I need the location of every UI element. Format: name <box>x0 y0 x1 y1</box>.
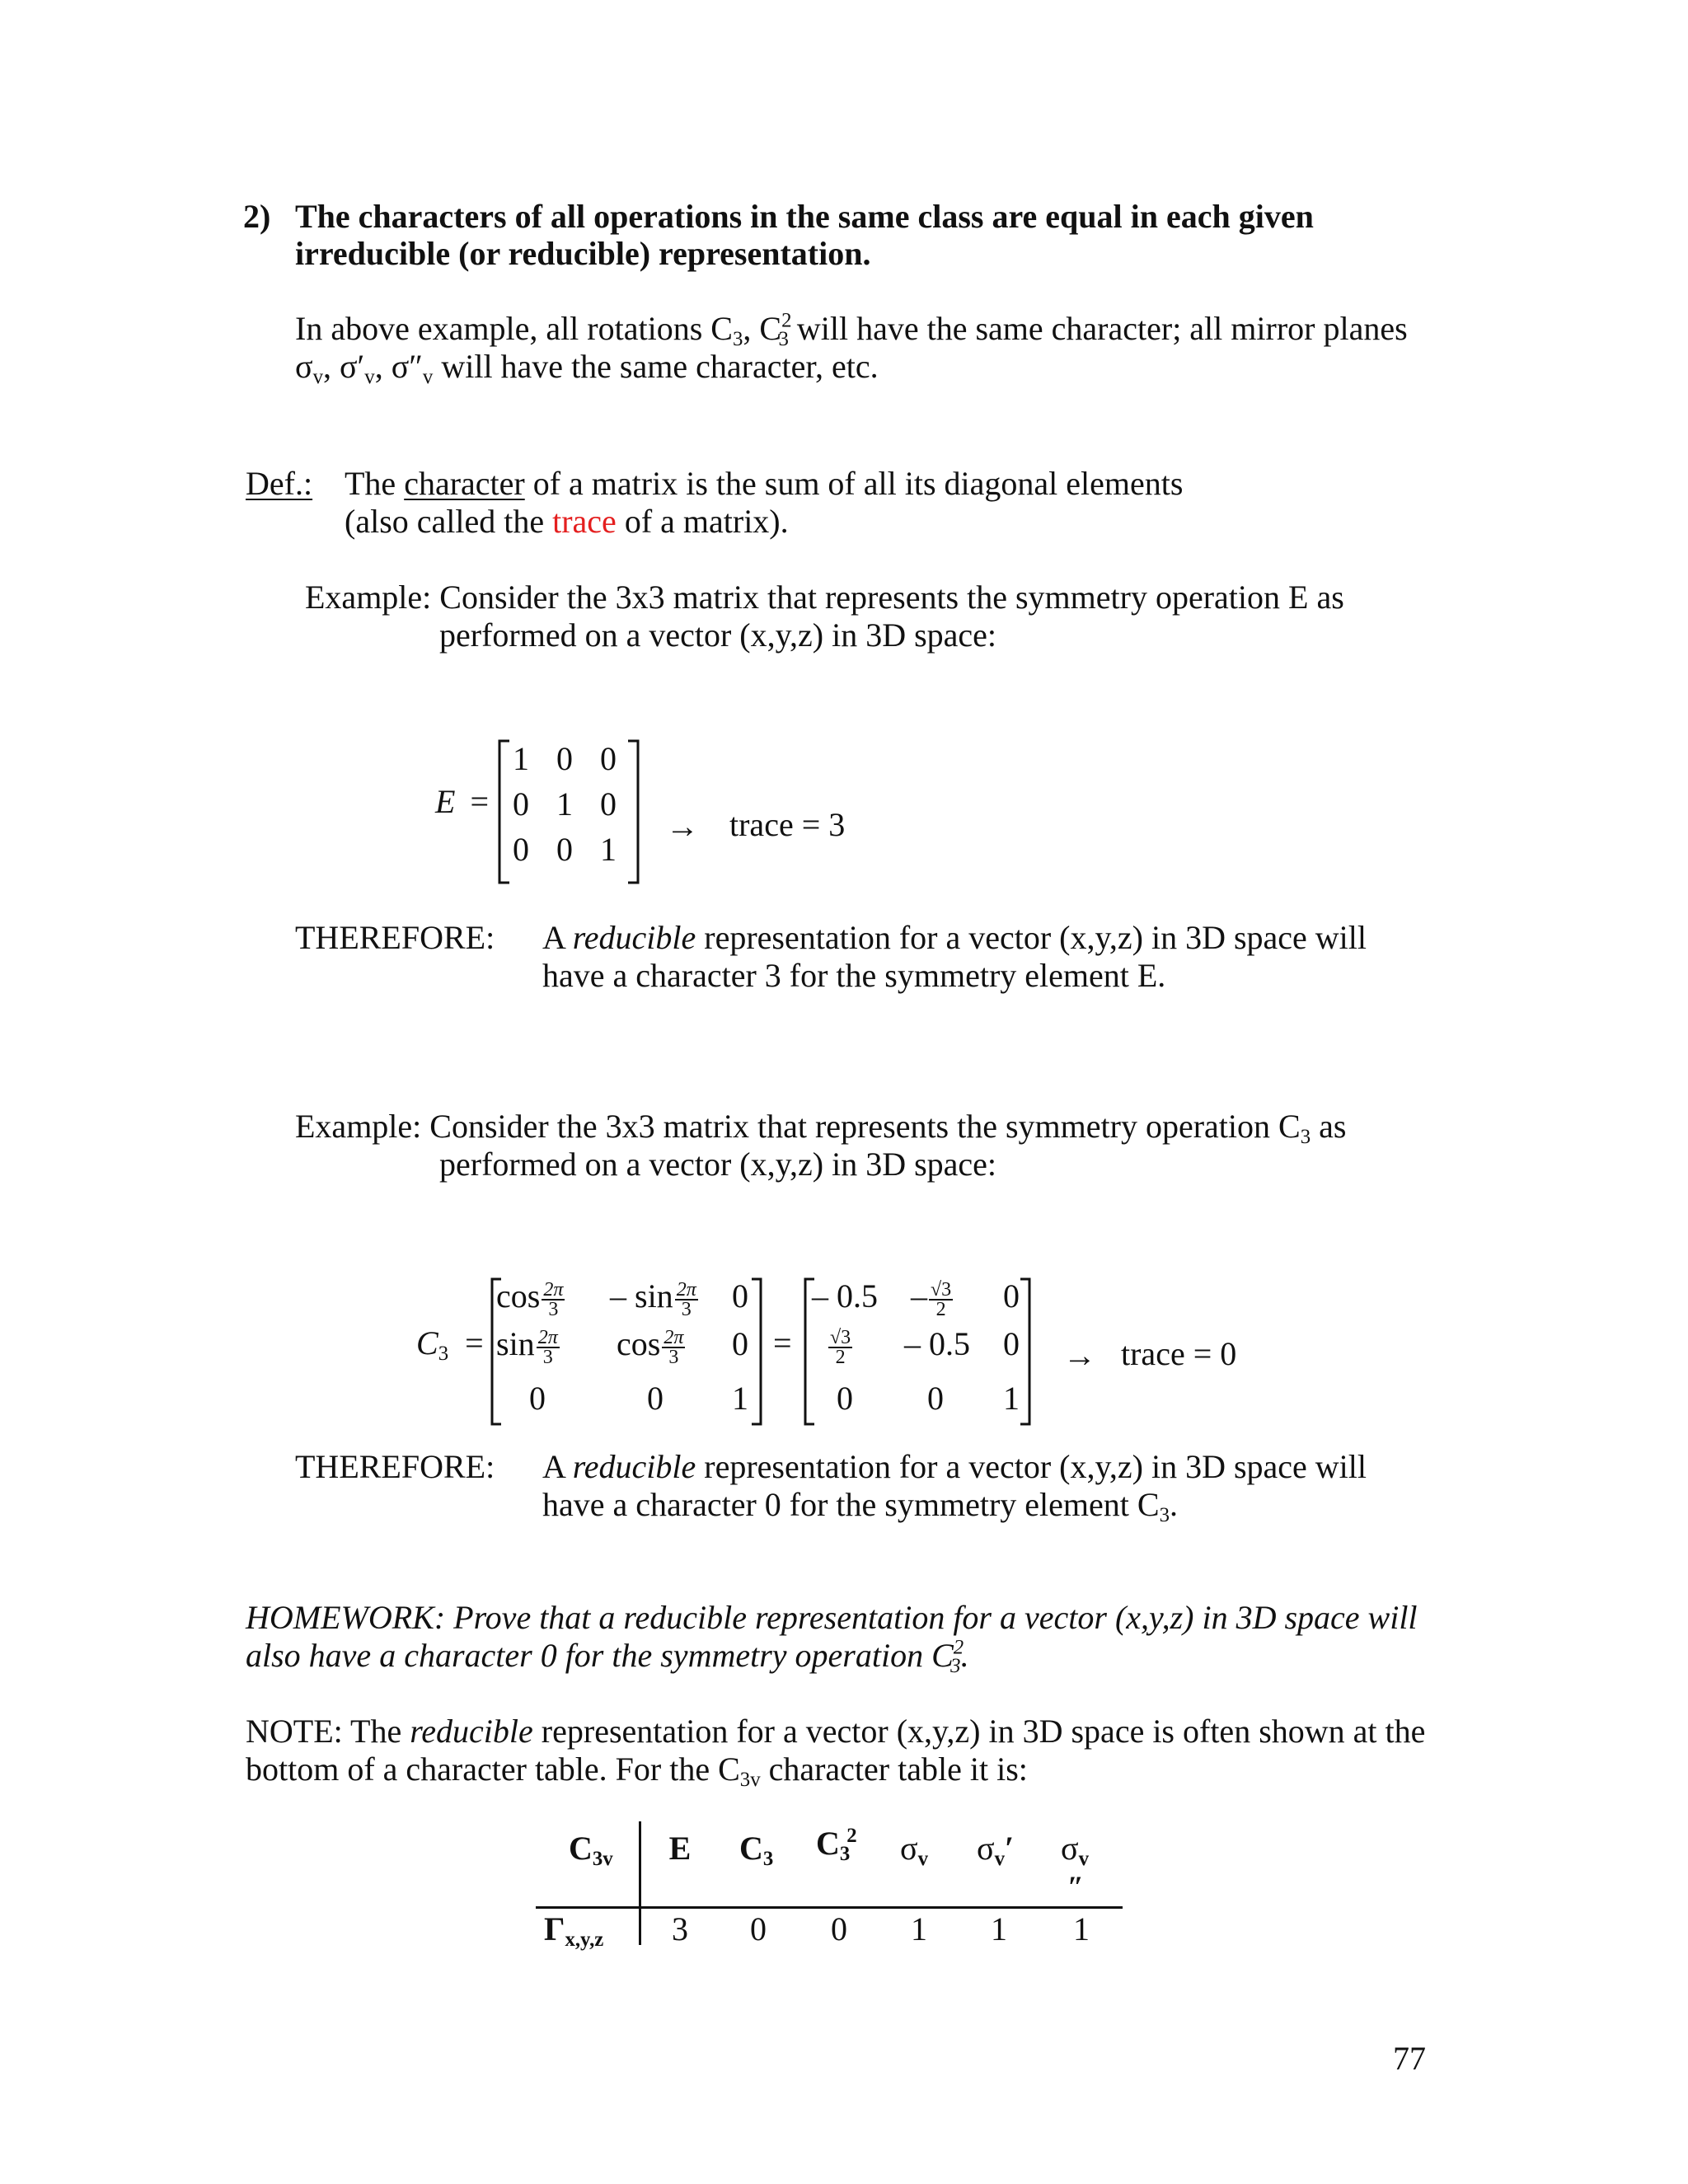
matrix-e-cell: 0 <box>556 831 573 868</box>
table-row-label: $\Gamma_{x,y,z}$ <box>544 1910 604 1951</box>
matrix-e-cell: 1 <box>513 740 529 777</box>
matrix-c3-cell: 0 <box>647 1380 663 1417</box>
matrix-e-cell: 1 <box>556 785 573 823</box>
table-cell: 1 <box>991 1910 1007 1947</box>
table-header-c3: $C_3$ <box>739 1830 774 1870</box>
therefore-e-line2: have a character 3 for the symmetry element E. <box>542 957 1166 994</box>
therefore-c3-line2: have a character 0 for the symmetry element $C_3$. <box>542 1486 1178 1526</box>
arrow-icon: → <box>666 808 699 845</box>
definition-line2: (also called the trace of a matrix). <box>345 503 789 540</box>
table-header-e: E <box>668 1830 692 1867</box>
matrix-c3-numeric <box>812 1277 1026 1426</box>
homework-line1: HOMEWORK: Prove that a reducible representation for a vector (x,y,z) in 3D space will <box>246 1599 1418 1636</box>
table-header-sigma-v: $\sigma_v$ <box>900 1830 928 1870</box>
matrix-c3-num-cell: – 0.5 <box>904 1325 970 1362</box>
rule-title-line1: The characters of all operations in the same class are equal in each given <box>295 198 1314 235</box>
matrix-e-cell: 0 <box>513 831 529 868</box>
matrix-c3-symbolic <box>495 1277 758 1426</box>
matrix-c3-cell: – sin $\frac{2\pi}{3}$ <box>610 1277 696 1320</box>
matrix-c3-cell: cos $\frac{2\pi}{3}$ <box>496 1277 564 1320</box>
arrow-icon: → <box>1063 1337 1096 1374</box>
matrix-e-cell: 0 <box>600 785 617 823</box>
matrix-c3-num-cell: 0 <box>837 1380 853 1417</box>
rule-title-line2: irreducible (or reducible) representation. <box>295 235 871 272</box>
matrix-e-cell: 0 <box>513 785 529 823</box>
example-e-line1: Example: Consider the 3x3 matrix that represents the symmetry operation E as <box>305 579 1344 616</box>
matrix-c3-cell: 1 <box>732 1380 748 1417</box>
example-c3-line1: Example: Consider the 3x3 matrix that represents the symmetry operation $C_3$ as <box>295 1108 1347 1148</box>
trace-e: trace = 3 <box>729 806 846 843</box>
equals-sign: = <box>773 1324 792 1361</box>
matrix-c3-cell: 0 <box>732 1325 748 1362</box>
matrix-c3-num-cell: 0 <box>927 1380 944 1417</box>
table-vertical-rule <box>639 1821 641 1945</box>
rule-number: 2) <box>243 198 271 235</box>
homework-line2: also have a character 0 for the symmetry operation $C^2_3$. <box>246 1636 969 1677</box>
matrix-c3-num-cell: – 0.5 <box>812 1277 878 1315</box>
therefore-c3-line1: A reducible representation for a vector (x,y,z) in 3D space will <box>542 1448 1367 1485</box>
matrix-c3-num-cell: 0 <box>1003 1325 1020 1362</box>
matrix-e-cell: 0 <box>600 740 617 777</box>
example-c3-line2: performed on a vector (x,y,z) in 3D space: <box>439 1146 997 1183</box>
note-line2: bottom of a character table. For the $C_{3v}$ character table it is: <box>246 1750 1028 1791</box>
matrix-e-cell: 0 <box>556 740 573 777</box>
rule-example-line2: $\sigma_v$, $\sigma'_v$, $\sigma''_v$ will have the same character, etc. <box>295 348 879 388</box>
table-cell: 0 <box>831 1910 847 1947</box>
table-header-c3-squared: $C_3^2$ <box>816 1824 857 1865</box>
note-line1: NOTE: The reducible representation for a vector (x,y,z) in 3D space is often shown at the <box>246 1713 1426 1750</box>
table-header-sigma-v-dprime: $\sigma_v$ ″ <box>1061 1830 1089 1903</box>
matrix-c3-cell: 0 <box>529 1380 546 1417</box>
matrix-e-label: E = <box>435 783 489 820</box>
definition-line1: The character of a matrix is the sum of all its diagonal elements <box>345 465 1184 502</box>
matrix-c3-cell: 0 <box>732 1277 748 1315</box>
therefore-e-line1: A reducible representation for a vector (x,y,z) in 3D space will <box>542 919 1367 956</box>
matrix-e <box>503 740 635 880</box>
matrix-c3-cell: cos $\frac{2\pi}{3}$ <box>617 1325 684 1368</box>
matrix-e-cell: 1 <box>600 831 617 868</box>
therefore-c3-label: THEREFORE: <box>295 1448 495 1485</box>
matrix-c3-num-cell: $\frac{√3}{2}$ <box>830 1326 851 1368</box>
table-horizontal-rule <box>536 1906 1123 1909</box>
table-cell: 1 <box>1073 1910 1090 1947</box>
page-number: 77 <box>1393 2040 1426 2077</box>
matrix-c3-num-cell: – $\frac{√3}{2}$ <box>911 1277 952 1320</box>
matrix-c3-num-cell: 1 <box>1003 1380 1020 1417</box>
matrix-c3-num-cell: 0 <box>1003 1277 1020 1315</box>
table-cell: 3 <box>672 1910 688 1947</box>
therefore-e-label: THEREFORE: <box>295 919 495 956</box>
table-cell: 1 <box>911 1910 927 1947</box>
table-cell: 0 <box>750 1910 767 1947</box>
table-header-sigma-v-prime: $\sigma_v'$ <box>977 1830 1015 1870</box>
trace-c3: trace = 0 <box>1121 1335 1237 1372</box>
matrix-c3-label: $C_3$ = <box>416 1324 484 1365</box>
table-group-label: $C_{3v}$ <box>569 1830 613 1870</box>
term-trace: trace <box>552 503 617 540</box>
term-character: character <box>404 465 525 502</box>
definition-label: Def.: <box>246 465 313 502</box>
rule-example-line1: In above example, all rotations $C_3$, $C^2_3$ will have the same character; all mirror planes <box>295 309 1408 350</box>
example-e-line2: performed on a vector (x,y,z) in 3D space: <box>439 616 997 654</box>
matrix-c3-cell: sin $\frac{2\pi}{3}$ <box>496 1325 558 1368</box>
